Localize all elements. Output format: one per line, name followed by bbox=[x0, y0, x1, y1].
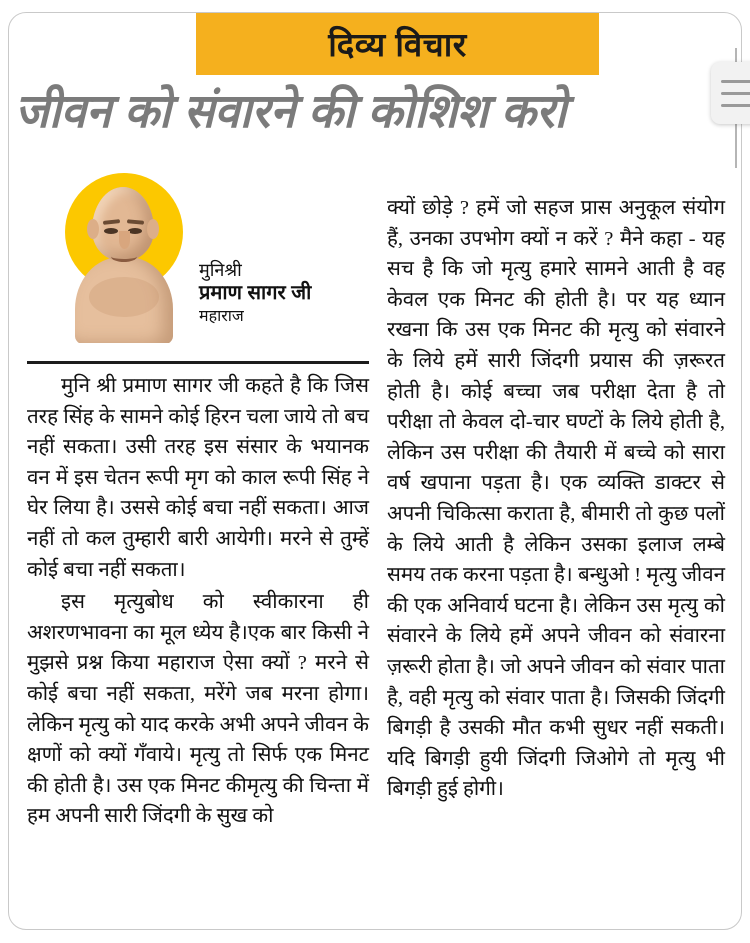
masthead-title: दिव्य विचार bbox=[328, 25, 467, 63]
hamburger-menu-icon bbox=[721, 80, 750, 83]
paragraph: क्यों छोड़े ? हमें जो सहज प्रास अनुकूल संयोग हैं, उनका उपभोग क्यों न करें ? मैने कहा - यह सच है कि जो मृत्यु हमारे सामने आती है वह केवल एक मिनट की होती है। पर यह ध्यान रखना कि उस एक मिनट की मृत्यु को संवारने के लिये हमें सारी जिंदगी प्रयास की ज़रूरत होती है। कोई बच्चा जब परीक्षा देता है तो परीक्षा तो केवल दो-चार घण्टों के लिये होती है, लेकिन उस परीक्षा की तैयारी में बच्चे को सारा वर्ष खपाना पड़ता है। एक व्यक्ति डाक्टर से अपनी चिकित्सा कराता है, बीमारी तो कुछ पलों के लिये आती है लेकिन उसका इलाज लम्बे समय तक करना पड़ता है। बन्धुओ ! मृत्यु जीवन की एक अनिवार्य घटना है। लेकिन उस मृत्यु को संवारने के लिये हमें अपने जीवन को संवारना ज़रूरी होता है। जो अपने जीवन को संवार पाता है, वही मृत्यु को संवार पाता है। जिसकी जिंदगी बिगड़ी है उसकी मौत कभी सुधर नहीं सकती। यदि बिगड़ी हुयी जिंदगी जिओगे तो मृत्यु भी बिगड़ी हुई होगी। bbox=[387, 197, 725, 801]
article-column-left bbox=[27, 371, 369, 832]
hamburger-menu-button[interactable] bbox=[711, 62, 750, 124]
paragraph: मुनि श्री प्रमाण सागर जी कहते है कि जिस तरह सिंह के सामने कोई हिरन चला जाये तो बच नहीं सकता। उसी तरह इस संसार के भयानक वन में इस चेतन रूपी मृग को काल रूपी सिंह ने घेर लिया है। उससे कोई बचा नहीं सकता। आज नहीं तो कल तुम्हारी बारी आयेगी। मरने से तुम्हें कोई बचा नहीं सकता। bbox=[27, 375, 369, 581]
author-prefix: मुनिश्री bbox=[199, 260, 242, 280]
paragraph: इस मृत्युबोध को स्वीकारना ही अशरणभावना का मूल ध्येय है।एक बार किसी ने मुझसे प्रश्न किया महाराज ऐसा क्यों ? मरने से कोई बचा नहीं सकता, मरेंगे जब मरना होगा। लेकिन मृत्यु को याद करके अभी अपने जीवन के क्षणों को क्यों गँवाये। मृत्यु तो सिर्फ एक मिनट की होती है। उस एक मिनट कीमृत्यु की चिन्ता में हम अपनी सारी जिंदगी के सुख को bbox=[27, 591, 369, 828]
article-body bbox=[9, 13, 741, 929]
article-column-right bbox=[387, 193, 725, 805]
author-name: प्रमाण सागर जी bbox=[199, 282, 312, 304]
article-headline: जीवन को संवारने की कोशिश करो bbox=[15, 84, 567, 137]
hamburger-menu-icon-bar bbox=[721, 92, 750, 95]
author-suffix: महाराज bbox=[199, 308, 244, 325]
hamburger-menu-icon-bar bbox=[721, 104, 750, 107]
news-clipping-card bbox=[8, 12, 742, 930]
